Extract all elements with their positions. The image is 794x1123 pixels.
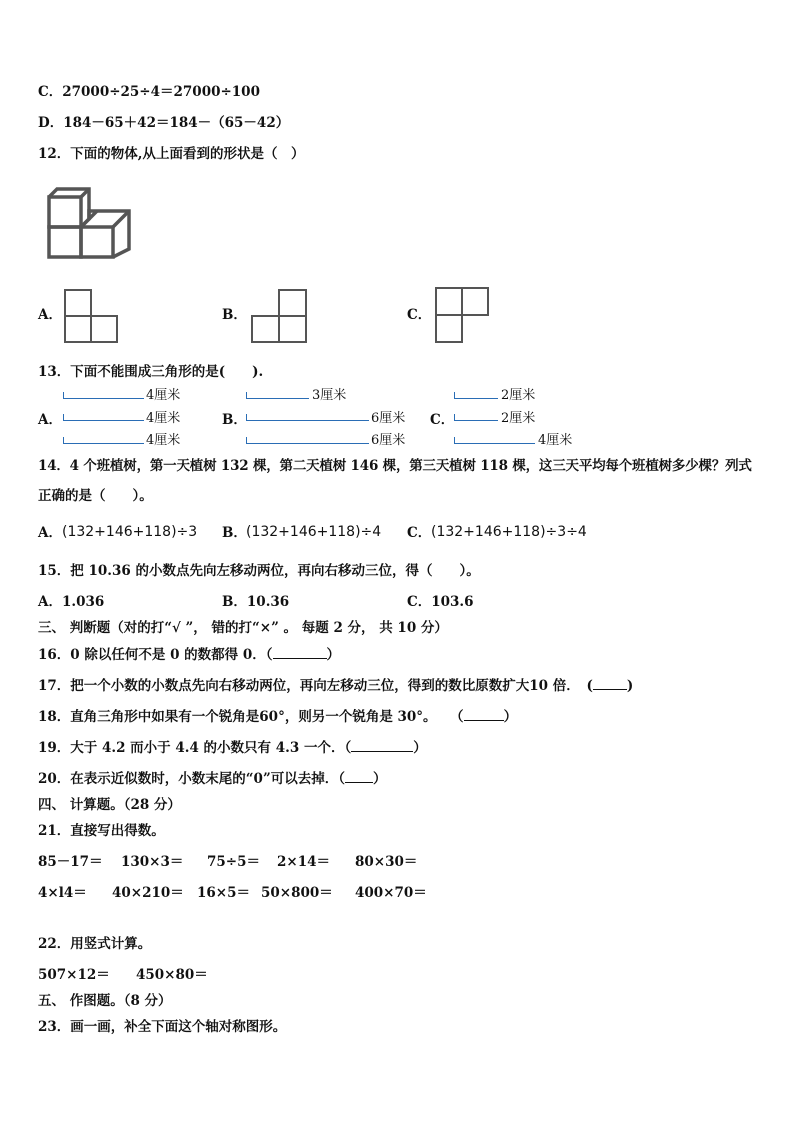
calc-item: 2×14＝	[277, 854, 330, 870]
q12-option-a-label: A．	[38, 307, 62, 323]
cube-stack-figure	[44, 183, 136, 261]
q12-stem: 12．下面的物体,从上面看到的形状是（ ）	[38, 146, 305, 162]
section-4-heading: 四、 计算题。（28 分）	[38, 797, 181, 813]
calc-item: 80×30＝	[355, 854, 418, 870]
q17-close: )	[626, 678, 634, 694]
q21-stem: 21．直接写出得数。	[38, 823, 165, 839]
q20-text: 20．在表示近似数时，小数末尾的“0”可以去掉．（	[38, 771, 345, 787]
segment-line	[246, 414, 369, 421]
segment-line	[63, 437, 144, 444]
q13-option-c-label: C．	[430, 412, 455, 428]
segment-label: 6厘米	[371, 433, 406, 448]
q16-answer-blank[interactable]	[273, 646, 327, 659]
q12-option-b-label: B．	[222, 307, 247, 323]
q15-option-a: A．1.036	[38, 594, 105, 610]
q19-answer-blank[interactable]	[351, 739, 413, 752]
q20-answer-blank[interactable]	[345, 770, 373, 783]
q17-line	[38, 677, 633, 694]
q11-option-c: C．27000÷25÷4＝27000÷100	[38, 84, 260, 100]
segment-label: 4厘米	[538, 433, 573, 448]
q18-answer-blank[interactable]	[464, 708, 504, 721]
q19-line	[38, 739, 427, 756]
segment-line	[454, 392, 498, 399]
q14-option-c-label: C．	[407, 525, 432, 541]
q14-option-b-label: B．	[222, 525, 247, 541]
q16-line	[38, 646, 340, 663]
segment-label: 6厘米	[371, 411, 406, 426]
q22-stem: 22．用竖式计算。	[38, 936, 152, 952]
q12-option-b-figure	[251, 289, 307, 343]
calc-item: 50×800＝	[261, 885, 333, 901]
q13-option-b-label: B．	[222, 412, 247, 428]
segment-label: 4厘米	[146, 411, 181, 426]
q16-text: 16．0 除以任何不是 0 的数都得 0．（	[38, 647, 273, 663]
q14-option-a: (132+146+118)÷3	[62, 524, 198, 540]
q12-option-c-label: C．	[407, 307, 432, 323]
calc-item: 130×3＝	[121, 854, 184, 870]
q19-close: ）	[413, 740, 427, 756]
vertical-calc-item: 450×80＝	[136, 967, 208, 983]
q11-option-d: D．184－65＋42＝184－（65－42）	[38, 115, 290, 131]
segment-line	[63, 392, 144, 399]
q13-option-a-label: A．	[38, 412, 62, 428]
q14-stem-line1: 14．4 个班植树，第一天植树 132 棵，第二天植树 146 棵，第三天植树 118 棵，这三天平均每个班植树多少棵？列式	[38, 458, 752, 474]
q16-close: ）	[326, 647, 341, 663]
q15-option-c: C．103.6	[407, 594, 474, 610]
calc-item: 16×5＝	[197, 885, 250, 901]
segment-label: 2厘米	[501, 411, 536, 426]
q23-stem: 23．画一画，补全下面这个轴对称图形。	[38, 1019, 287, 1035]
segment-line	[246, 392, 309, 399]
segment-label: 4厘米	[146, 433, 181, 448]
calc-item: 40×210＝	[112, 885, 184, 901]
calc-item: 4×l4＝	[38, 885, 87, 901]
q20-line	[38, 770, 386, 787]
q12-option-c-figure	[435, 287, 489, 343]
segment-label: 3厘米	[312, 388, 347, 403]
q14-option-c: (132+146+118)÷3÷4	[431, 524, 587, 540]
segment-label: 4厘米	[146, 388, 181, 403]
segment-line	[454, 414, 498, 421]
calc-item: 400×70＝	[355, 885, 427, 901]
segment-line	[63, 414, 144, 421]
q18-text: 18．直角三角形中如果有一个锐角是60°，则另一个锐角是 30°。 （	[38, 709, 464, 725]
q14-option-b: (132+146+118)÷4	[246, 524, 382, 540]
section-5-heading: 五、 作图题。（8 分）	[38, 993, 172, 1009]
q14-option-a-label: A．	[38, 525, 62, 541]
segment-line	[454, 437, 535, 444]
section-3-heading: 三、 判断题（对的打“√ ”， 错的打“×” 。 每题 2 分， 共 10 分）	[38, 620, 448, 636]
q18-line	[38, 708, 517, 725]
q18-close: ）	[503, 709, 518, 725]
q14-stem-line2: 正确的是（ ）。	[38, 488, 153, 504]
q17-text: 17．把一个小数的小数点先向右移动两位，再向左移动三位，得到的数比原数扩大10 倍． (	[38, 678, 593, 694]
q20-close: ）	[372, 771, 387, 787]
q12-option-a-figure	[64, 289, 118, 343]
q15-stem: 15．把 10.36 的小数点先向左移动两位，再向右移动三位，得（ ）。	[38, 563, 480, 579]
calc-item: 85－17＝	[38, 854, 103, 870]
q15-option-b: B．10.36	[222, 594, 290, 610]
segment-label: 2厘米	[501, 388, 536, 403]
segment-line	[246, 437, 369, 444]
q13-stem: 13．下面不能围成三角形的是( ).	[38, 364, 264, 380]
calc-item: 75÷5＝	[207, 854, 260, 870]
q19-text: 19．大于 4.2 而小于 4.4 的小数只有 4.3 一个．（	[38, 740, 352, 756]
q17-answer-blank[interactable]	[593, 677, 627, 690]
vertical-calc-item: 507×12＝	[38, 967, 110, 983]
